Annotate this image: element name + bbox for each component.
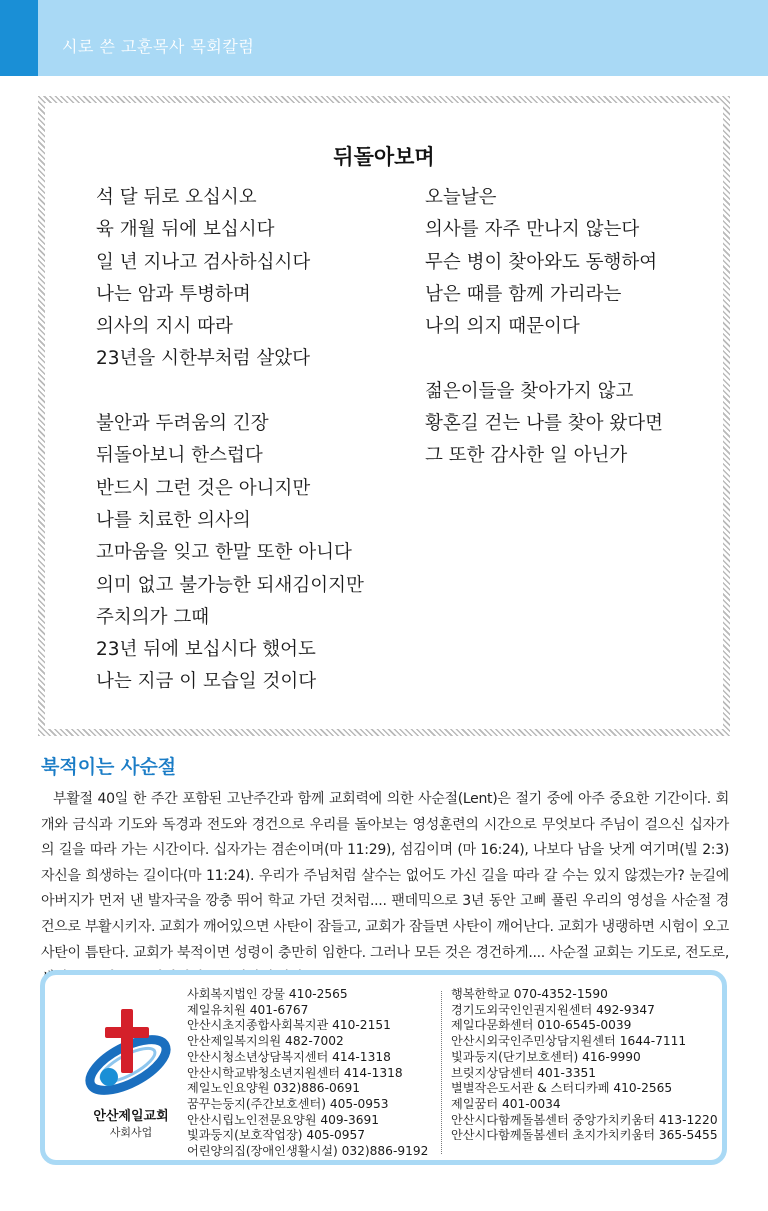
list-item: 안산시청소년상담복지센터 414-1318 [187, 1049, 391, 1064]
page-header [0, 0, 768, 76]
poem-line: 오늘날은 [425, 187, 497, 208]
poem-line: 의미 없고 불가능한 되새김이지만 [96, 574, 364, 596]
column-series-title: 시로 쓴 고훈목사 목회칼럼 [62, 37, 255, 56]
poem-line: 나를 치료한 의사의 [96, 509, 251, 531]
poem-title: 뒤돌아보며 [333, 145, 435, 169]
list-item: 사회복지법인 강물 410-2565 [187, 987, 348, 1001]
list-item: 안산시다함께돌봄센터 초지가치키움터 365-5455 [451, 1128, 718, 1143]
list-item: 경기도외국인인권지원센터 492-9347 [451, 1002, 655, 1017]
poem-line: 나는 지금 이 모습일 것이다 [96, 671, 317, 693]
list-item: 안산제일복지의원 482-7002 [187, 1034, 344, 1049]
header-accent-bar [0, 0, 38, 76]
list-item: 빛과둥지(단기보호센터) 416-9990 [451, 1049, 641, 1064]
list-item: 꿈꾸는둥지(주간보호센터) 405-0953 [187, 1096, 389, 1111]
list-item: 브릿지상담센터 401-3351 [451, 1065, 596, 1080]
list-item: 안산시다함께돌봄센터 중앙가치키움터 413-1220 [451, 1112, 718, 1127]
lent-body-text: 부활절 40일 한 주간 포함된 고난주간과 함께 교회력에 의한 사순절(Lent)은 절기 중에 아주 중요한 기간이다. 회개와 금식과 기도와 독경과 전도와 경건으로 우리를 돌아보는 영성훈련의 시간으로 무엇보다 주님이 걸으신 십자가의 길을 따라 가는 시간이다. 십자가는 겸손이며(마 11:29), 섬김이며 (마 16:24), 나보다 남을 낫게 여기며(빌 2:3) 자신을 희생하는 길이다(마 11:24). 우리가 주님처럼 살수는 없어도 가신 길을 따라 갈 수는 있지 않겠는가? 눈길에 아버지가 먼저 낸 발자국을 깡충 뛰어 학교 가던 것처럼.... 팬데믹으로 3년 동안 고삐 풀린 우리의 영성을 사순절 경건으로 부활시키자. 교회가 깨어있으면 사탄이 잠들고, 교회가 잠들면 사탄이 깨어난다. 교회가 냉랭하면 시험이 오고 사탄이 틈탄다. 교회가 북적이면 성령이 충만히 임한다. 그러나 모든 것은 경건하게.... 사순절 교회는 기도로, 전도로, [41, 791, 729, 961]
poem-line: 의사를 자주 만나지 않는다 [425, 219, 640, 241]
poem-line: 23년 뒤에 보십시다 했어도 [96, 639, 316, 661]
lent-heading: 북적이는 사순절 [41, 756, 177, 778]
poem-line: 고마움을 잊고 한말 또한 아니다 [96, 542, 352, 564]
poem-line: 일 년 지나고 검사하십시다 [96, 251, 311, 273]
church-subtitle: 사회사업 [109, 1126, 153, 1139]
list-item: 행복한학교 070-4352-1590 [451, 987, 608, 1001]
list-item: 제일유치원 401-6767 [187, 1002, 309, 1017]
poem-line: 남은 때를 함께 가리라는 [425, 283, 622, 305]
ministry-list-right [451, 987, 718, 1144]
list-item: 안산시학교밖청소년지원센터 414-1318 [187, 1065, 403, 1080]
poem-line: 23년을 시한부처럼 살았다 [96, 348, 311, 370]
church-name: 안산제일교회 [93, 1109, 169, 1124]
list-item: 안산시외국인주민상담지원센터 1644-7111 [451, 1034, 687, 1049]
social-services-box [40, 970, 727, 1165]
poem-line: 나의 의지 때문이다 [425, 316, 580, 338]
list-item: 별별작은도서관 & 스터디카페 410-2565 [451, 1081, 673, 1096]
list-item: 어린양의집(장애인생활시설) 032)886-9192 [187, 1144, 429, 1159]
poem-line: 그 또한 감사한 일 아닌가 [425, 445, 628, 467]
poem-line: 황혼길 걷는 나를 찾아 왔다면 [425, 413, 663, 435]
poem-line: 뒤돌아보니 한스럽다 [96, 445, 263, 467]
poem-frame [38, 96, 730, 736]
church-logo [73, 1003, 183, 1101]
list-item: 제일노인요양원 032)886-0691 [187, 1081, 360, 1096]
list-item: 제일꿈터 401-0034 [451, 1096, 561, 1111]
poem-left-column [96, 182, 436, 699]
list-item: 제일다문화센터 010-6545-0039 [451, 1018, 632, 1033]
list-item: 안산시초지종합사회복지관 410-2151 [187, 1018, 391, 1033]
ministry-list-left [187, 987, 428, 1160]
poem-panel [45, 103, 723, 729]
poem-line: 의사의 지시 따라 [96, 316, 233, 338]
list-item: 안산시립노인전문요양원 409-3691 [187, 1112, 380, 1127]
poem-line: 젊은이들을 찾아가지 않고 [425, 380, 634, 402]
poem-line: 불안과 두려움의 긴장 [96, 413, 269, 435]
poem-right-column [425, 182, 725, 473]
poem-line: 주치의가 그때 [96, 606, 210, 628]
poem-line: 석 달 뒤로 오십시오 [96, 187, 257, 208]
stanza-gap [425, 343, 725, 375]
list-item: 빛과둥지(보호작업장) 405-0957 [187, 1128, 366, 1143]
poem-line: 나는 암과 투병하며 [96, 283, 251, 305]
poem-line: 육 개월 뒤에 보십시다 [96, 219, 275, 241]
poem-line: 반드시 그런 것은 아니지만 [96, 477, 311, 499]
stanza-gap [96, 376, 436, 408]
list-divider [441, 991, 442, 1154]
poem-line: 무슨 병이 찾아와도 동행하여 [425, 251, 658, 273]
